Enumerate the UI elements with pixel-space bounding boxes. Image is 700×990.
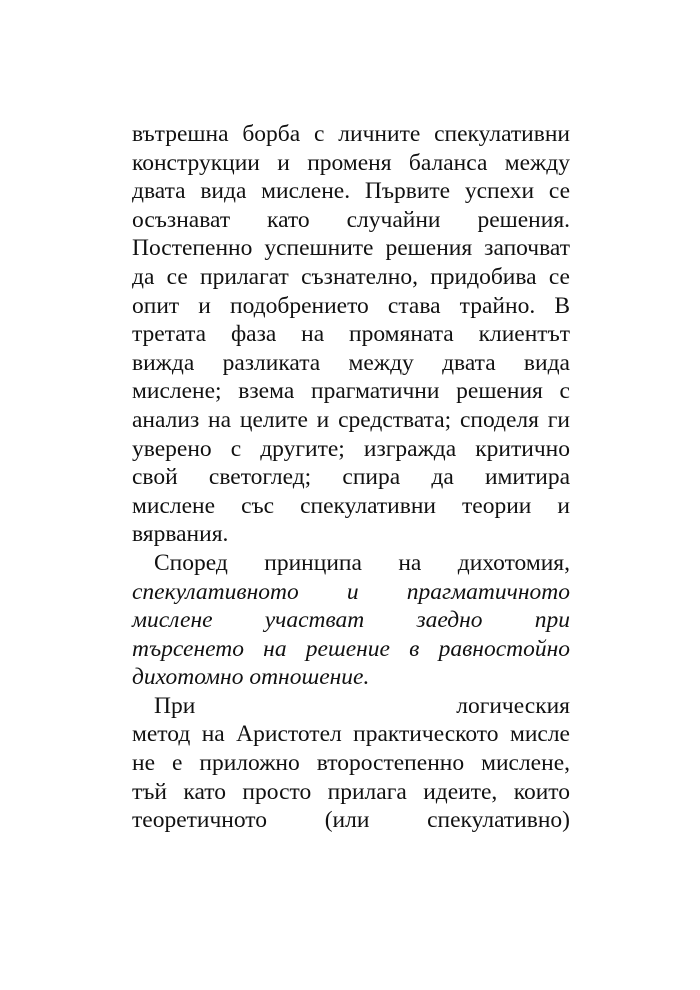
text-line: третата фаза на промяната клиентът	[132, 321, 570, 348]
text-line: анализ на целите и средствата; споделя ги	[132, 406, 570, 433]
text-line: вижда разликата между двата вида	[132, 349, 570, 376]
text-line: двата вида мислене. Първите успехи се	[132, 178, 570, 205]
text-line: вярвания.	[132, 521, 229, 548]
text-line: свой светоглед; спира да имитира	[132, 464, 570, 491]
text-line: теоретичното (или спекулативно)	[132, 807, 570, 834]
italic-text-line: мислене участват заедно при	[132, 607, 570, 634]
text-line: Постепенно успешните решения започват	[132, 235, 570, 262]
text-line: не е приложно второстепенно мислене,	[132, 750, 570, 777]
text-line: конструкции и променя баланса между	[132, 149, 570, 176]
text-line: уверено с другите; изгражда критично	[132, 435, 570, 462]
text-line: опит и подобрението става трайно. В	[132, 292, 570, 319]
text-line: тъй като просто прилага идеите, които	[132, 778, 570, 805]
italic-text-line: търсенето на решение в равностойно	[132, 635, 570, 662]
text-line: При логическия	[154, 692, 570, 719]
text-line: вътрешна борба с личните спекулативни	[132, 121, 570, 147]
text-line: метод на Аристотел практическото мисле	[132, 721, 570, 748]
text-line: осъзнават като случайни решения.	[132, 206, 570, 233]
text-line: мислене; взема прагматични решения с	[132, 378, 570, 405]
body-text	[132, 120, 570, 835]
italic-text-line: дихотомно отношение.	[132, 664, 370, 691]
text-line: да се прилагат съзнателно, придобива се	[132, 263, 570, 290]
italic-text-line: спекулативното и прагматичното	[132, 578, 570, 605]
text-line: Според принципа на дихотомия,	[154, 549, 570, 576]
text-line: мислене със спекулативни теории и	[132, 492, 570, 519]
